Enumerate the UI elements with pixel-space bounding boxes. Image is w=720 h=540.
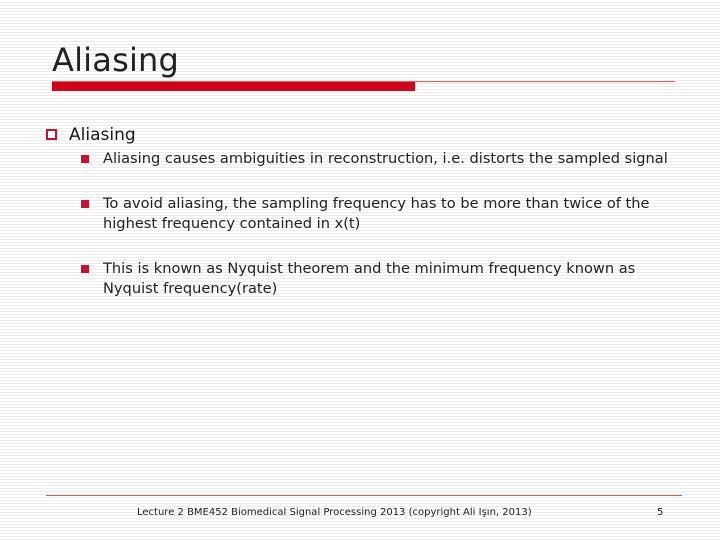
sub-bullet-text: To avoid aliasing, the sampling frequency has to be more than twice of the highest frequency contained in x(t) bbox=[103, 195, 650, 232]
sub-bullet-text: Aliasing causes ambiguities in reconstruction, i.e. distorts the sampled signal bbox=[103, 150, 668, 167]
sub-bullet-item bbox=[81, 149, 686, 169]
hollow-square-bullet-icon bbox=[46, 129, 57, 140]
slide-number: 5 bbox=[657, 507, 664, 518]
slide-title: Aliasing bbox=[52, 41, 180, 79]
sub-bullet-item bbox=[81, 194, 686, 234]
sub-bullet-item bbox=[81, 259, 686, 299]
sub-bullet-text: This is known as Nyquist theorem and the minimum frequency known as Nyquist frequency(rate) bbox=[103, 260, 636, 297]
filled-square-bullet-icon bbox=[81, 265, 89, 273]
slide-content bbox=[46, 124, 686, 324]
title-underline-accent-bar bbox=[52, 82, 415, 91]
filled-square-bullet-icon bbox=[81, 200, 89, 208]
bullet-level1-text: Aliasing bbox=[69, 125, 136, 145]
bullet-level1 bbox=[46, 124, 686, 146]
footer-divider bbox=[46, 495, 682, 496]
sub-bullet-list bbox=[81, 149, 686, 299]
footer-caption: Lecture 2 BME452 Biomedical Signal Processing 2013 (copyright Ali Işın, 2013) bbox=[137, 507, 532, 518]
filled-square-bullet-icon bbox=[81, 155, 89, 163]
